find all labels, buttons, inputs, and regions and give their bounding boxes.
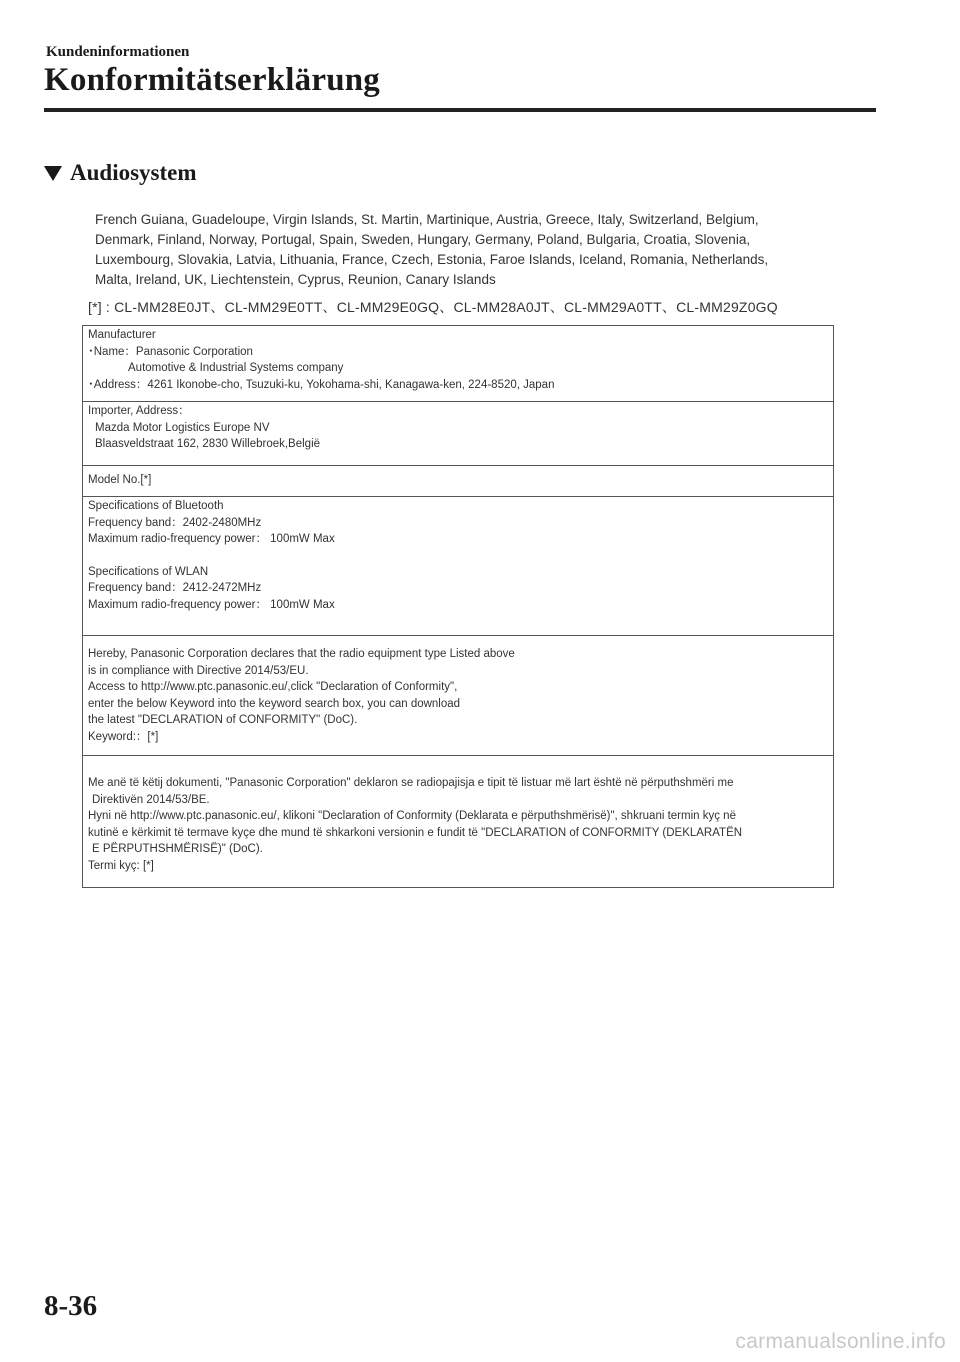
country-line: French Guiana, Guadeloupe, Virgin Islands, St. Martin, Martinique, Austria, Greece, Italy, Switzerland, Belgium,: [95, 212, 759, 227]
country-list: [95, 210, 805, 290]
declaration-keyword: Termi kyç: [*]: [88, 859, 154, 872]
model-list: [*] : CL-MM28E0JT、CL-MM29E0TT、CL-MM29E0GQ、CL-MM28A0JT、CL-MM29A0TT、CL-MM29Z0GQ: [88, 299, 778, 315]
audiosystem-heading: [44, 160, 197, 186]
wlan-heading: Specifications of WLAN: [88, 565, 209, 578]
title-rule: [44, 108, 876, 112]
section-label: Kundeninformationen: [46, 44, 190, 60]
model-no: Model No.[*]: [88, 474, 152, 486]
importer-cell: [83, 402, 833, 466]
declaration-line: Me anë të këtij dokumenti, "Panasonic Corporation" deklaron se radiopajisja e tipit të listuar më lart është në përputhshmëri me: [88, 777, 734, 789]
triangle-down-icon: [44, 166, 62, 181]
manufacturer-cell: [83, 326, 833, 402]
country-line: Malta, Ireland, UK, Liechtenstein, Cyprus, Reunion, Canary Islands: [95, 272, 496, 287]
bt-band: Frequency band：2402-2480MHz: [88, 516, 262, 529]
declaration-line: the latest "DECLARATION of CONFORMITY" (DoC).: [88, 714, 358, 726]
model-no-cell: [83, 466, 833, 497]
manufacturer-name: ･Name：Panasonic Corporation: [88, 345, 253, 358]
bt-power: Maximum radio-frequency power： 100mW Max: [88, 533, 335, 545]
page-title: Konformitätserklärung: [44, 62, 381, 98]
declaration-en-cell: [83, 636, 833, 756]
declaration-line: is in compliance with Directive 2014/53/EU.: [88, 664, 309, 677]
declaration-sq-cell: [83, 756, 833, 889]
wlan-band: Frequency band：2412-2472MHz: [88, 582, 262, 594]
declaration-line: Direktivën 2014/53/BE.: [92, 793, 210, 806]
declaration-line: Hyni në http://www.ptc.panasonic.eu/, klikoni "Declaration of Conformity (Deklarata e përputhshmërisë)", shkruani termin kyç në: [88, 810, 736, 822]
conformity-table: [82, 325, 834, 888]
declaration-line: Hereby, Panasonic Corporation declares that the radio equipment type Listed above: [88, 648, 515, 660]
wlan-power: Maximum radio-frequency power： 100mW Max: [88, 598, 335, 611]
page-number: 8-36: [44, 1290, 98, 1322]
manufacturer-heading: Manufacturer: [88, 329, 156, 341]
specs-cell: [83, 497, 833, 636]
declaration-keyword: Keyword:：[*]: [88, 730, 159, 743]
country-line: Luxembourg, Slovakia, Latvia, Lithuania, France, Czech, Estonia, Faroe Islands, Iceland, Romania, Netherlands,: [95, 252, 769, 267]
declaration-line: E PËRPUTHSHMËRISË)" (DoC).: [92, 843, 263, 855]
declaration-line: kutinë e kërkimit të termave kyçe dhe mund të shkarkoni versionin e fundit të "DECLARATION of CONFORMITY (DEKLARATËN: [88, 826, 743, 839]
declaration-line: Access to http://www.ptc.panasonic.eu/,click "Declaration of Conformity",: [88, 681, 458, 693]
manufacturer-name-2: Automotive & Industrial Systems company: [128, 362, 344, 374]
importer-heading: Importer, Address：: [88, 405, 190, 417]
declaration-line: enter the below Keyword into the keyword search box, you can download: [88, 697, 461, 710]
country-line: Denmark, Finland, Norway, Portugal, Spain, Sweden, Hungary, Germany, Poland, Bulgaria, Croatia, Slovenia,: [95, 232, 751, 247]
importer-line: Mazda Motor Logistics Europe NV: [95, 421, 270, 434]
manufacturer-address: ･Address：4261 Ikonobe-cho, Tsuzuki-ku, Yokohama-shi, Kanagawa-ken, 224-8520, Japan: [88, 378, 555, 391]
bt-heading: Specifications of Bluetooth: [88, 500, 224, 512]
watermark: carmanualsonline.info: [735, 1330, 946, 1353]
audiosystem-heading-text: Audiosystem: [70, 160, 197, 185]
importer-line: Blaasveldstraat 162, 2830 Willebroek,België: [95, 438, 321, 450]
